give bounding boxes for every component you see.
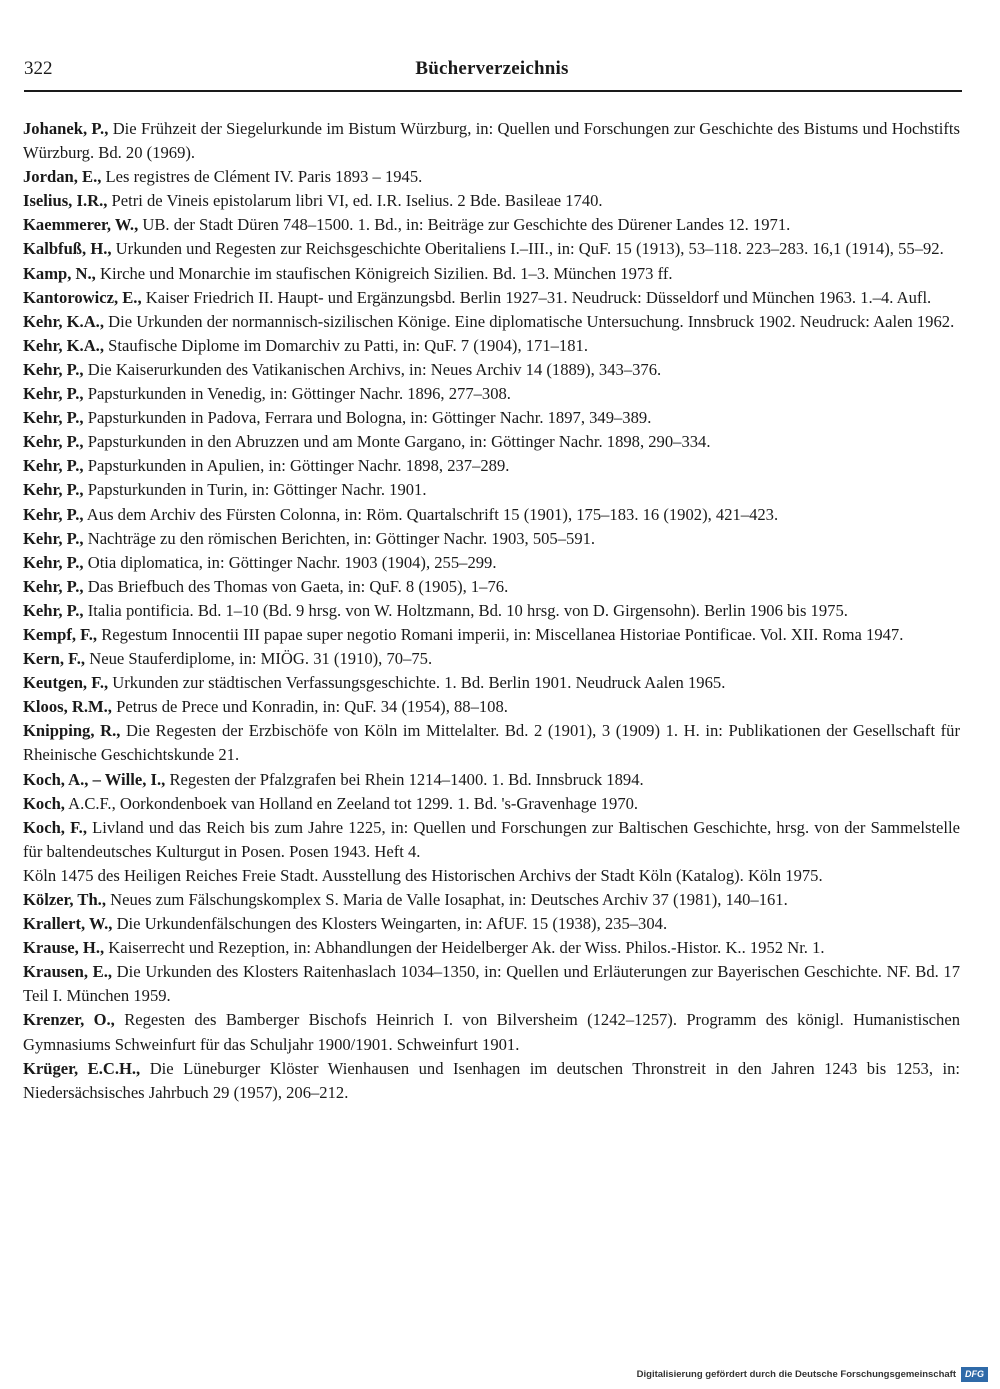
entry-text: Köln 1475 des Heiligen Reiches Freie Stadt. Ausstellung des Historischen Archivs der Stadt Köln (Katalog). Köln 1975. — [23, 865, 823, 885]
bibliography-entry — [23, 213, 960, 237]
bibliography-entry — [23, 478, 960, 502]
entry-text: Die Frühzeit der Siegelurkunde im Bistum Würzburg, in: Quellen und Forschungen zur Geschichte des Bistums und Hochstifts Würzburg. Bd. 20 (1969). — [23, 119, 960, 163]
entry-text: Das Briefbuch des Thomas von Gaeta, in: QuF. 8 (1905), 1–76. — [83, 576, 509, 596]
entry-author: Krause, H., — [23, 938, 105, 958]
entry-author: Kehr, K.A., — [23, 311, 104, 331]
bibliography-entry — [23, 406, 960, 430]
bibliography-entry — [23, 382, 960, 406]
bibliography-entry — [23, 358, 960, 382]
entry-author: Kalbfuß, H., — [23, 239, 112, 259]
dfg-logo-icon: DFG — [961, 1367, 988, 1382]
entry-author: Johanek, P., — [23, 119, 109, 138]
entry-author: Kehr, P., — [23, 528, 84, 548]
bibliography-entry — [23, 165, 960, 189]
entry-author: Jordan, E., — [23, 167, 102, 187]
entry-text: Die Urkundenfälschungen des Klosters Weingarten, in: AfUF. 15 (1938), 235–304. — [112, 914, 668, 934]
bibliography-entry — [23, 647, 960, 671]
entry-author: Knipping, R., — [23, 721, 121, 741]
entry-author: Koch, F., — [23, 817, 87, 837]
bibliography-entry — [23, 334, 960, 358]
entry-author: Kaemmerer, W., — [23, 215, 139, 235]
entry-text: Otia diplomatica, in: Göttinger Nachr. 1903 (1904), 255–299. — [83, 552, 497, 572]
bibliography-entry — [23, 792, 960, 816]
bibliography-entry — [23, 768, 960, 792]
header-rule — [24, 90, 962, 92]
page-number: 322 — [24, 58, 53, 79]
bibliography-entry — [23, 816, 960, 864]
entry-text: Aus dem Archiv des Fürsten Colonna, in: Röm. Quartalschrift 15 (1901), 175–183. 16 (1902), 421–423. — [83, 504, 779, 524]
entry-author: Kehr, P., — [23, 456, 84, 476]
entry-author: Kölzer, Th., — [23, 890, 106, 909]
bibliography-entry — [23, 503, 960, 527]
entry-author: Iselius, I.R., — [23, 191, 108, 211]
bibliography-entry — [23, 551, 960, 575]
entry-text: Die Urkunden der normannisch-sizilischen Könige. Eine diplomatische Untersuchung. Innsbruck 1902. Neudruck: Aalen 1962. — [103, 311, 955, 331]
bibliography-entry — [23, 623, 960, 647]
entry-author: Kehr, P., — [23, 480, 84, 500]
entry-author: Kern, F., — [23, 649, 86, 669]
entry-text: Italia pontificia. Bd. 1–10 (Bd. 9 hrsg. von W. Holtzmann, Bd. 10 hrsg. von D. Girgensohn). Berlin 1906 bis 1975. — [83, 600, 848, 620]
entry-author: Kehr, P., — [23, 432, 84, 452]
bibliography-entry — [23, 936, 960, 960]
entry-text: Papsturkunden in Turin, in: Göttinger Nachr. 1901. — [83, 480, 427, 500]
entry-author: Krallert, W., — [23, 914, 113, 934]
entry-text: Papsturkunden in Venedig, in: Göttinger Nachr. 1896, 277–308. — [83, 384, 511, 404]
entry-text: Papsturkunden in Apulien, in: Göttinger Nachr. 1898, 237–289. — [83, 456, 510, 476]
bibliography-entry — [23, 1057, 960, 1105]
bibliography-entry — [23, 286, 960, 310]
entry-author: Kehr, P., — [23, 576, 84, 596]
entry-text: Urkunden zur städtischen Verfassungsgeschichte. 1. Bd. Berlin 1901. Neudruck Aalen 1965. — [108, 673, 726, 693]
entry-author: Kehr, P., — [23, 600, 84, 620]
entry-author: Kehr, P., — [23, 408, 84, 428]
entry-author: Keutgen, F., — [23, 673, 109, 693]
entry-author: Krausen, E., — [23, 962, 113, 982]
bibliography-entry — [23, 117, 960, 165]
bibliography-entry — [23, 310, 960, 334]
entry-author: Koch, A., – Wille, I., — [23, 769, 166, 789]
entry-text: Urkunden und Regesten zur Reichsgeschichte Oberitaliens I.–III., in: QuF. 15 (1913), 53–118. 223–283. 16,1 (1914), 55–92. — [111, 239, 944, 259]
bibliography-entry — [23, 430, 960, 454]
entry-author: Kehr, P., — [23, 552, 84, 572]
entry-text: Regestum Innocentii III papae super negotio Romani imperii, in: Miscellanea Historiae Pontificae. Vol. XII. Roma 1947. — [97, 624, 904, 644]
entry-text: Die Regesten der Erzbischöfe von Köln im Mittelalter. Bd. 2 (1901), 3 (1909) 1. H. in: Publikationen der Gesellschaft für Rheinische Geschichtskunde 21. — [23, 721, 960, 765]
bibliography-entry — [23, 671, 960, 695]
entry-author: Krenzer, O., — [23, 1010, 115, 1030]
bibliography-entry — [23, 454, 960, 478]
entry-author: Kamp, N., — [23, 263, 96, 283]
entry-text: UB. der Stadt Düren 748–1500. 1. Bd., in: Beiträge zur Geschichte des Dürener Landes 12. 1971. — [138, 215, 791, 235]
bibliography-list — [23, 117, 960, 1105]
entry-author: Koch, — [23, 793, 65, 813]
bibliography-entry — [23, 575, 960, 599]
bibliography-entry — [23, 695, 960, 719]
footer — [637, 1365, 988, 1383]
bibliography-entry — [23, 599, 960, 623]
entry-author: Kehr, P., — [23, 504, 84, 524]
entry-text: Livland und das Reich bis zum Jahre 1225, in: Quellen und Forschungen zur Baltischen Geschichte, hrsg. von der Sammelstelle für baltendeutsches Kulturgut in Posen. Posen 1943. Heft 4. — [23, 817, 960, 861]
bibliography-entry — [23, 888, 960, 912]
running-title: Bücherverzeichnis — [415, 58, 569, 79]
entry-text: Papsturkunden in den Abruzzen und am Monte Gargano, in: Göttinger Nachr. 1898, 290–334. — [83, 432, 711, 452]
entry-text: Petri de Vineis epistolarum libri VI, ed. I.R. Iselius. 2 Bde. Basileae 1740. — [107, 191, 603, 211]
bibliography-entry — [23, 960, 960, 1008]
bibliography-entry — [23, 527, 960, 551]
entry-author: Kempf, F., — [23, 624, 98, 644]
entry-text: Papsturkunden in Padova, Ferrara und Bologna, in: Göttinger Nachr. 1897, 349–389. — [83, 408, 652, 428]
entry-author: Krüger, E.C.H., — [23, 1058, 141, 1078]
entry-text: Kirche und Monarchie im staufischen Königreich Sizilien. Bd. 1–3. München 1973 ff. — [95, 263, 673, 283]
entry-text: Kaiserrecht und Rezeption, in: Abhandlungen der Heidelberger Ak. der Wiss. Philos.-Histor. K.. 1952 Nr. 1. — [104, 938, 825, 958]
entry-author: Kehr, P., — [23, 359, 84, 379]
entry-text: Kaiser Friedrich II. Haupt- und Ergänzungsbd. Berlin 1927–31. Neudruck: Düsseldorf und München 1963. 1.–4. Aufl. — [141, 287, 932, 307]
entry-text: Staufische Diplome im Domarchiv zu Patti, in: QuF. 7 (1904), 171–181. — [103, 335, 588, 355]
entry-text: Neue Stauferdiplome, in: MIÖG. 31 (1910), 70–75. — [85, 649, 433, 669]
bibliography-entry — [23, 1008, 960, 1056]
entry-author: Kehr, P., — [23, 384, 84, 404]
entry-author: Kantorowicz, E., — [23, 287, 142, 307]
entry-text: Nachträge zu den römischen Berichten, in: Göttinger Nachr. 1903, 505–591. — [83, 528, 596, 548]
entry-text: Regesten des Bamberger Bischofs Heinrich I. von Bilversheim (1242–1257). Programm des königl. Humanistischen Gymnasiums Schweinfurt für das Schuljahr 1900/1901. Schweinfurt 1901. — [23, 1010, 961, 1054]
entry-text: Die Lüneburger Klöster Wienhausen und Isenhagen im deutschen Thronstreit in den Jahren 1243 bis 1253, in: Niedersächsisches Jahrbuch 29 (1957), 206–212. — [23, 1058, 960, 1102]
page-header — [24, 58, 960, 86]
footer-credit: Digitalisierung gefördert durch die Deutsche Forschungsgemeinschaft — [636, 1368, 956, 1380]
entry-text: Die Urkunden des Klosters Raitenhaslach 1034–1350, in: Quellen und Erläuterungen zur Bayerischen Geschichte. NF. Bd. 17 Teil I. München 1959. — [23, 962, 961, 1006]
entry-text: A.C.F., Oorkondenboek van Holland en Zeeland tot 1299. 1. Bd. 's-Gravenhage 1970. — [64, 793, 639, 813]
bibliography-entry — [23, 912, 960, 936]
bibliography-entry — [23, 189, 960, 213]
entry-text: Petrus de Prece und Konradin, in: QuF. 34 (1954), 88–108. — [111, 697, 508, 717]
entry-author: Kloos, R.M., — [23, 697, 112, 717]
entry-text: Die Kaiserurkunden des Vatikanischen Archivs, in: Neues Archiv 14 (1889), 343–376. — [83, 359, 662, 379]
bibliography-entry — [23, 262, 960, 286]
bibliography-entry — [23, 237, 960, 261]
bibliography-entry — [23, 864, 960, 888]
entry-text: Les registres de Clément IV. Paris 1893 – 1945. — [101, 167, 423, 187]
entry-text: Regesten der Pfalzgrafen bei Rhein 1214–1400. 1. Bd. Innsbruck 1894. — [165, 769, 644, 789]
bibliography-entry — [23, 719, 960, 767]
entry-text: Neues zum Fälschungskomplex S. Maria de Valle Iosaphat, in: Deutsches Archiv 37 (1981), 140–161. — [105, 890, 788, 909]
entry-author: Kehr, K.A., — [23, 335, 104, 355]
